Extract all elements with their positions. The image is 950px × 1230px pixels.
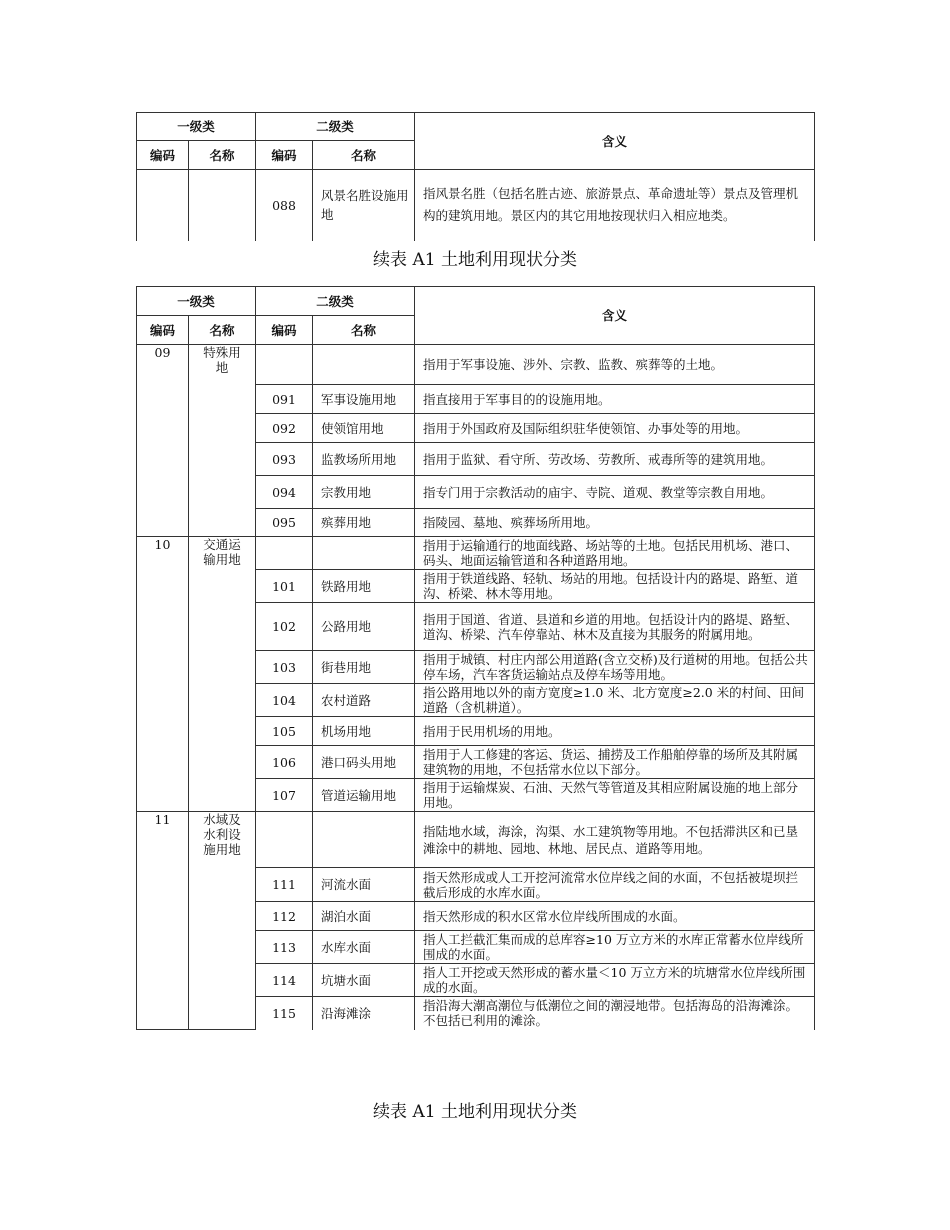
land-use-table-fragment [136,112,815,241]
header-level1: 一级类 [137,287,256,316]
row-name: 湖泊水面 [313,902,415,931]
row-desc: 指用于外国政府及国际组织驻华使领馆、办事处等的用地。 [415,414,815,443]
group-name: 交通运输用地 [189,537,256,812]
row-name: 公路用地 [313,603,415,651]
row-name: 坑塘水面 [313,964,415,997]
row-code: 111 [256,868,313,902]
table-row [137,537,815,570]
header-name: 名称 [189,316,256,345]
row-code: 088 [256,170,313,241]
row-desc: 指人工开挖或天然形成的蓄水量＜10 万立方米的坑塘常水位岸线所围成的水面。 [415,964,815,997]
row-code: 095 [256,509,313,537]
row-desc: 指沿海大潮高潮位与低潮位之间的潮浸地带。包括海岛的沿海滩涂。不包括已利用的滩涂。 [415,997,815,1030]
table-caption: 续表 A1 土地利用现状分类 [373,1102,577,1122]
row-code: 092 [256,414,313,443]
row-code: 113 [256,931,313,964]
header-level2: 二级类 [256,113,415,141]
row-code: 112 [256,902,313,931]
row-desc: 指用于铁道线路、轻轨、场站的用地。包括设计内的路堤、路堑、道沟、桥梁、林木等用地。 [415,570,815,603]
row-name: 军事设施用地 [313,385,415,414]
header-code: 编码 [256,316,313,345]
row-desc: 指用于民用机场的用地。 [415,717,815,746]
row-name: 街巷用地 [313,651,415,684]
group-desc: 指用于运输通行的地面线路、场站等的土地。包括民用机场、港口、码头、地面运输管道和各种道路用地。 [415,537,815,570]
table-row [137,345,815,385]
group-desc: 指陆地水域，海涂，沟渠、水工建筑物等用地。不包括滞洪区和已垦滩涂中的耕地、园地、林地、居民点、道路等用地。 [415,812,815,868]
group-name: 水域及水利设施用地 [189,812,256,1030]
row-desc: 指天然形成的积水区常水位岸线所围成的水面。 [415,902,815,931]
row-name: 殡葬用地 [313,509,415,537]
header-meaning: 含义 [415,113,815,170]
header-name: 名称 [313,316,415,345]
header-level1: 一级类 [137,113,256,141]
row-code: 094 [256,476,313,509]
group-name: 特殊用地 [189,345,256,537]
header-code: 编码 [137,316,189,345]
row-code: 093 [256,443,313,476]
row-name: 机场用地 [313,717,415,746]
row-name: 监教场所用地 [313,443,415,476]
group-desc: 指用于军事设施、涉外、宗教、监教、殡葬等的土地。 [415,345,815,385]
row-name: 沿海滩涂 [313,997,415,1030]
row-code: 115 [256,997,313,1030]
row-code: 107 [256,779,313,812]
row-desc: 指公路用地以外的南方宽度≥1.0 米、北方宽度≥2.0 米的村间、田间道路（含机耕道）。 [415,684,815,717]
row-code: 091 [256,385,313,414]
row-name: 管道运输用地 [313,779,415,812]
row-code: 102 [256,603,313,651]
group-code: 10 [137,537,189,812]
row-name: 铁路用地 [313,570,415,603]
land-use-table [136,286,815,1030]
row-code: 114 [256,964,313,997]
row-code: 105 [256,717,313,746]
row-desc: 指直接用于军事目的的设施用地。 [415,385,815,414]
row-name: 农村道路 [313,684,415,717]
row-code: 103 [256,651,313,684]
row-name: 风景名胜设施用地 [313,170,415,241]
row-name: 使领馆用地 [313,414,415,443]
header-name: 名称 [189,141,256,170]
table-row [137,170,815,241]
group-code: 11 [137,812,189,1030]
row-name: 河流水面 [313,868,415,902]
table-row [137,812,815,868]
header-level2: 二级类 [256,287,415,316]
row-code: 101 [256,570,313,603]
row-desc: 指陵园、墓地、殡葬场所用地。 [415,509,815,537]
row-desc: 指用于人工修建的客运、货运、捕捞及工作船舶停靠的场所及其附属建筑物的用地，不包括常水位以下部分。 [415,746,815,779]
row-desc: 指用于监狱、看守所、劳改场、劳教所、戒毒所等的建筑用地。 [415,443,815,476]
header-meaning: 含义 [415,287,815,345]
row-desc: 指专门用于宗教活动的庙宇、寺院、道观、教堂等宗教自用地。 [415,476,815,509]
row-desc: 指人工拦截汇集而成的总库容≥10 万立方米的水库正常蓄水位岸线所围成的水面。 [415,931,815,964]
header-code: 编码 [137,141,189,170]
row-name: 水库水面 [313,931,415,964]
header-name: 名称 [313,141,415,170]
group-code: 09 [137,345,189,537]
row-name: 宗教用地 [313,476,415,509]
row-code: 106 [256,746,313,779]
row-desc: 指风景名胜（包括名胜古迹、旅游景点、革命遗址等）景点及管理机构的建筑用地。景区内的其它用地按现状归入相应地类。 [415,170,815,241]
header-code: 编码 [256,141,313,170]
row-desc: 指用于运输煤炭、石油、天然气等管道及其相应附属设施的地上部分用地。 [415,779,815,812]
row-desc: 指天然形成或人工开挖河流常水位岸线之间的水面，不包括被堤坝拦截后形成的水库水面。 [415,868,815,902]
table-caption: 续表 A1 土地利用现状分类 [373,250,577,270]
row-name: 港口码头用地 [313,746,415,779]
row-desc: 指用于城镇、村庄内部公用道路(含立交桥)及行道树的用地。包括公共停车场，汽车客货运输站点及停车场等用地。 [415,651,815,684]
row-desc: 指用于国道、省道、县道和乡道的用地。包括设计内的路堤、路堑、道沟、桥梁、汽车停靠站、林木及直接为其服务的附属用地。 [415,603,815,651]
row-code: 104 [256,684,313,717]
